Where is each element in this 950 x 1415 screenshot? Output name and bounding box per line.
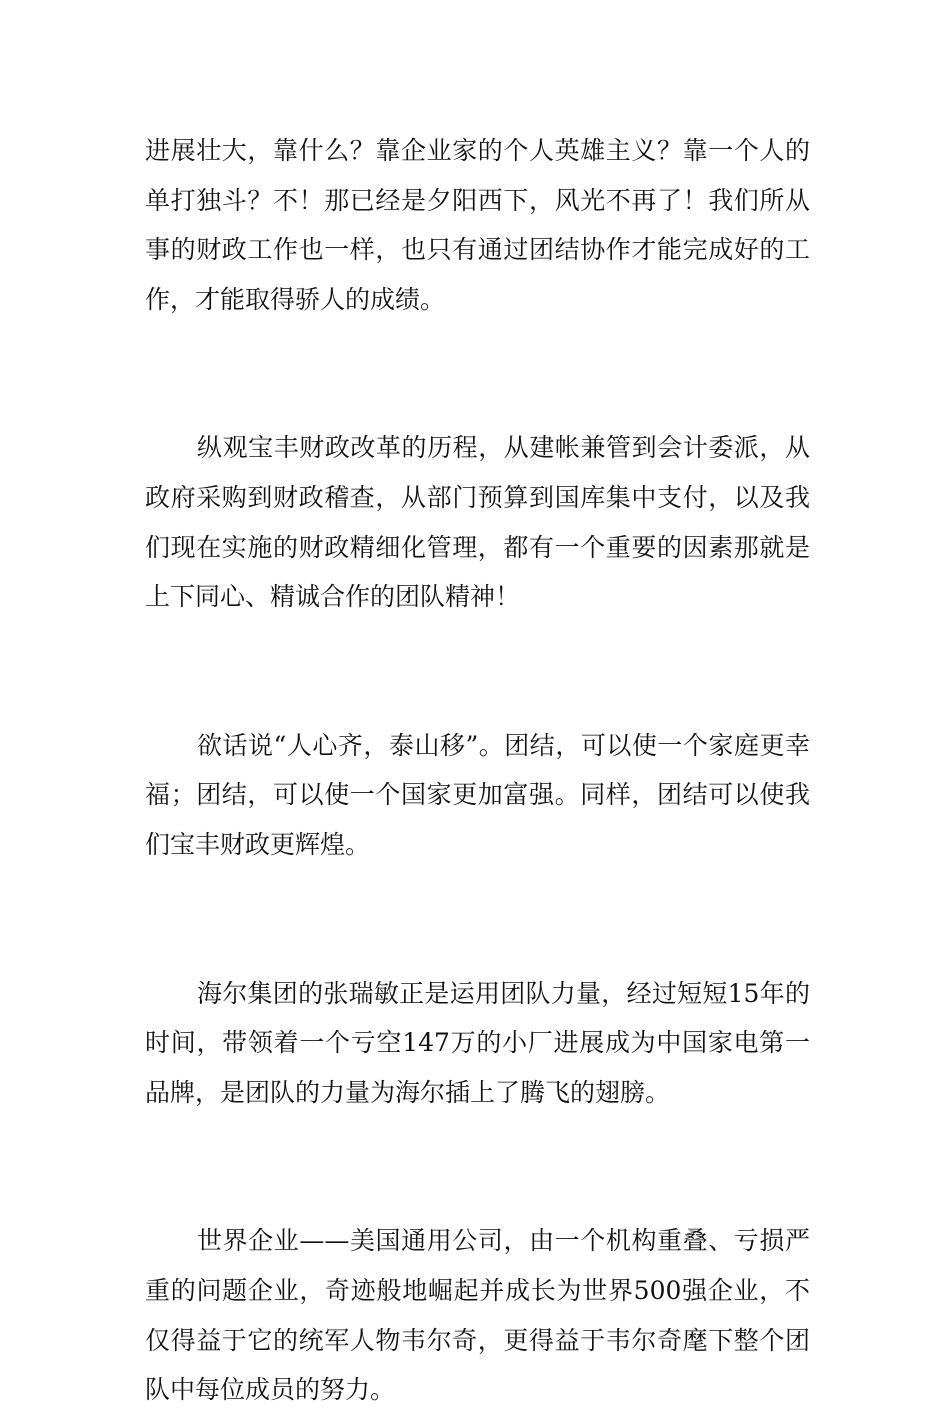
paragraph-1: 进展壮大，靠什么？靠企业家的个人英雄主义？靠一个人的单打独斗？不！那已经是夕阳西下，风光不再了！我们所从事的财政工作也一样，也只有通过团结协作才能完成好的工作，才能取得骄人的成绩。 (145, 136, 810, 314)
paragraph-5: 世界企业——美国通用公司，由一个机构重叠、亏损严重的问题企业，奇迹般地崛起并成长为世界500强企业，不仅得益于它的统军人物韦尔奇，更得益于韦尔奇麾下整个团队中每位成员的努力。 (145, 1226, 810, 1405)
paragraph-2: 纵观宝丰财政改革的历程，从建帐兼管到会计委派，从政府采购到财政稽查，从部门预算到国库集中支付，以及我们现在实施的财政精细化管理，都有一个重要的因素那就是上下同心、精诚合作的团队精神！ (145, 433, 810, 612)
paragraph-4: 海尔集团的张瑞敏正是运用团队力量，经过短短15年的时间，带领着一个亏空147万的小厂进展成为中国家电第一品牌，是团队的力量为海尔插上了腾飞的翅膀。 (145, 978, 810, 1107)
paragraph-3: 欲话说“人心齐，泰山移”。团结，可以使一个家庭更幸福；团结，可以使一个国家更加富强。同样，团结可以使我们宝丰财政更辉煌。 (145, 730, 810, 859)
document-body (145, 126, 810, 1415)
